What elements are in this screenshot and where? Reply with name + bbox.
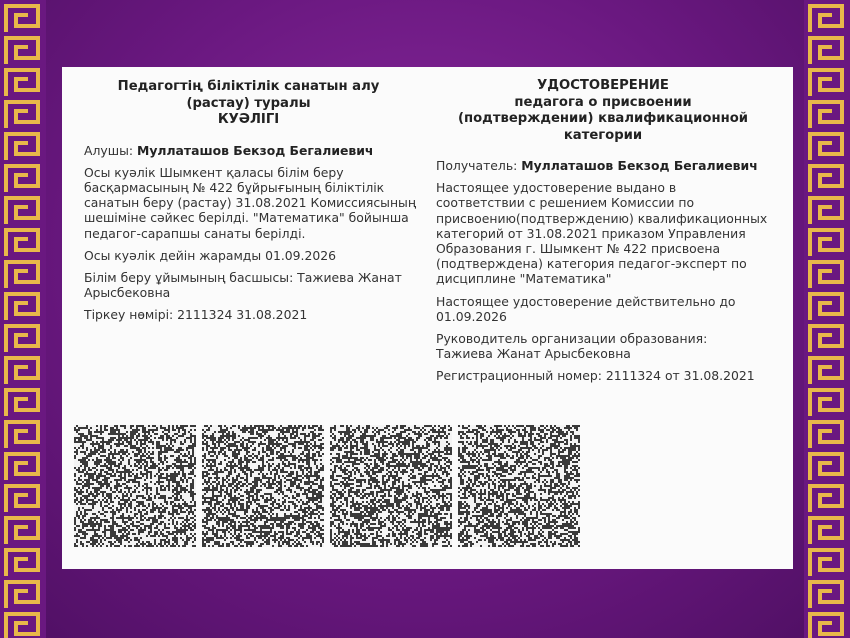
russian-recipient-name: Муллаташов Бекзод Бегалиевич — [521, 158, 758, 173]
kazakh-body-line: шешіміне сәйкес берілді. "Математика" бойынша — [84, 210, 409, 226]
russian-body — [428, 180, 778, 286]
russian-title-line: УДОСТОВЕРЕНИЕ — [537, 78, 669, 93]
greek-key-border-left — [0, 0, 46, 638]
russian-body-line: Настоящее удостоверение выдано в — [436, 180, 677, 196]
kazakh-validity: Осы куәлік дейін жарамды 01.09.2026 — [84, 247, 337, 263]
russian-validity-line: Настоящее удостоверение действительно до — [436, 293, 736, 309]
kazakh-title-line: (растау) туралы — [186, 95, 311, 111]
kazakh-body-line: Осы куәлік Шымкент қаласы білім беру — [84, 164, 344, 180]
russian-title-line: педагога о присвоении — [514, 94, 692, 110]
kazakh-body-line: педагог-сарапшы санаты берілді. — [84, 225, 306, 241]
kazakh-column — [76, 79, 421, 323]
russian-title-line: (подтверждении) квалификационной — [457, 111, 748, 126]
russian-head — [428, 331, 778, 361]
russian-recipient — [428, 158, 778, 173]
kazakh-body — [76, 165, 421, 241]
russian-recipient-label: Получатель: — [436, 158, 518, 173]
kazakh-recipient — [76, 143, 421, 158]
russian-body-line: (подтверждена) категория педагог-эксперт по — [436, 256, 747, 272]
kazakh-body-line: санатын беру (растау) 31.08.2021 Комиссиясының — [84, 195, 417, 211]
kazakh-title-line: КУӘЛІГІ — [217, 112, 280, 127]
russian-registration: Регистрационный номер: 2111324 от 31.08.2021 — [436, 368, 755, 384]
russian-head-line: Руководитель организации образования: — [436, 331, 708, 347]
russian-body-line: Образования г. Шымкент № 422 присвоена — [436, 241, 721, 257]
russian-validity — [428, 294, 778, 324]
qr-code-row — [74, 425, 774, 551]
kazakh-recipient-name: Муллаташов Бекзод Бегалиевич — [136, 142, 374, 158]
qr-code-2 — [202, 425, 324, 547]
kazakh-body-line: басқармасының № 422 бұйрығының біліктілік — [84, 179, 385, 195]
kazakh-title-line: Педагогтің біліктілік санатын алу — [117, 79, 380, 94]
qr-code-4 — [458, 425, 580, 547]
russian-body-line: соответствии с решением Комиссии по — [436, 195, 695, 211]
russian-validity-line: 01.09.2026 — [436, 308, 507, 324]
qr-code-3 — [330, 425, 452, 547]
qr-code-1 — [74, 425, 196, 547]
russian-head-line: Тажиева Жанат Арысбековна — [436, 346, 631, 362]
certificate-scan — [62, 67, 793, 569]
kazakh-title — [76, 79, 421, 129]
kazakh-head — [76, 270, 421, 300]
russian-column — [428, 78, 778, 384]
russian-title-line: категории — [563, 127, 643, 143]
russian-body-line: присвоению(подтверждению) квалификационных — [436, 210, 768, 226]
kazakh-recipient-label: Алушы: — [84, 142, 134, 158]
kazakh-head-line: Арысбековна — [84, 285, 171, 301]
kazakh-head-line: Білім беру ұйымының басшысы: Тажиева Жанат — [84, 269, 402, 285]
russian-body-line: категорий от 31.08.2021 приказом Управления — [436, 225, 746, 241]
kazakh-registration: Тіркеу нөмірі: 2111324 31.08.2021 — [84, 307, 308, 323]
russian-title — [428, 78, 778, 144]
greek-key-border-right — [804, 0, 850, 638]
russian-body-line: дисциплине "Математика" — [436, 271, 612, 287]
